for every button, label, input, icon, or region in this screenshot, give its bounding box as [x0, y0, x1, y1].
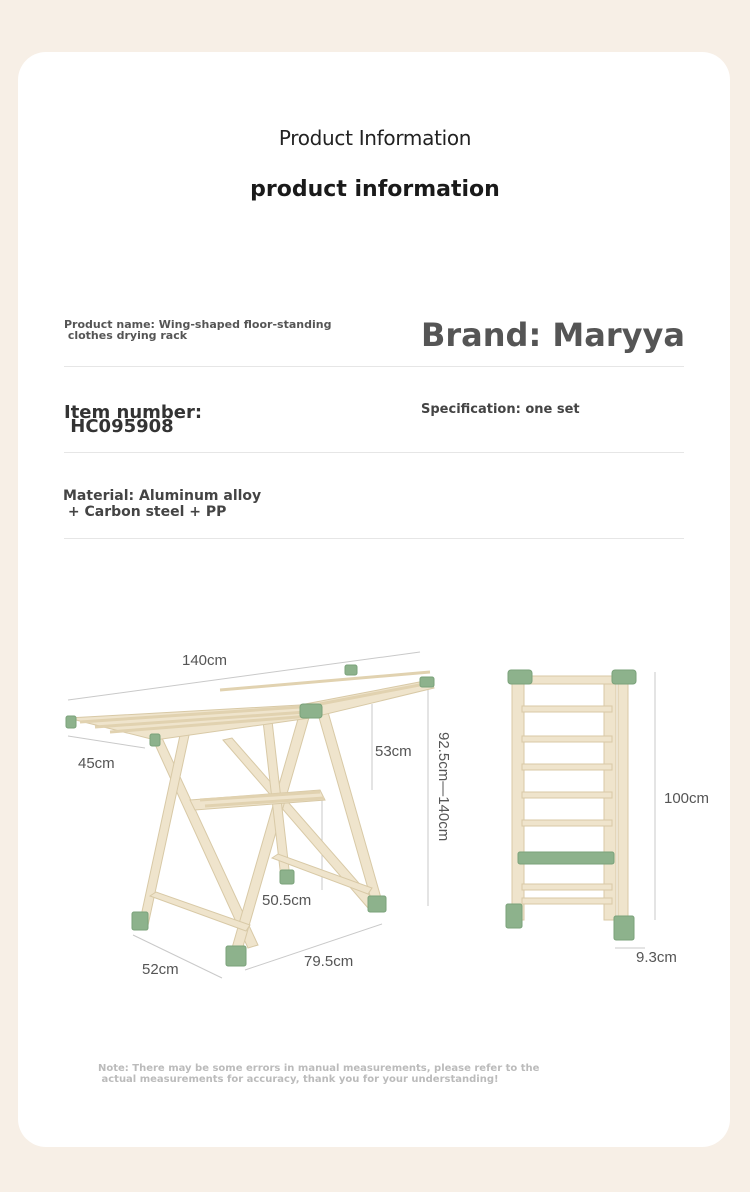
- folded-bar: [522, 736, 612, 742]
- item-number: Item number: HC095908: [64, 402, 203, 437]
- material: Material: Aluminum alloy + Carbon steel + PP: [63, 488, 262, 520]
- dimension-base-width: 79.5cm: [304, 953, 354, 970]
- green-foot: [506, 904, 522, 928]
- green-foot: [614, 916, 634, 940]
- brand: Brand: Maryya: [421, 316, 685, 354]
- folded-bar: [522, 764, 612, 770]
- green-foot: [226, 946, 246, 966]
- dimension-inner-height: 50.5cm: [262, 892, 312, 909]
- green-joint: [612, 670, 636, 684]
- folded-rack: [506, 670, 636, 940]
- dimension-height-range: 92.5cm—140cm: [435, 732, 452, 842]
- folded-bar: [522, 792, 612, 798]
- green-joint: [150, 734, 160, 746]
- dimension-length: 140cm: [182, 652, 228, 669]
- folded-post: [618, 684, 628, 922]
- page-subtitle: product information: [250, 177, 500, 202]
- green-joint: [508, 670, 532, 684]
- green-joint: [420, 677, 434, 687]
- page-title: Product Information: [278, 126, 472, 150]
- open-rack: [66, 665, 434, 966]
- green-foot: [280, 870, 294, 884]
- dimension-width: 45cm: [78, 755, 115, 772]
- green-joint: [66, 716, 76, 728]
- folded-bar: [522, 884, 612, 890]
- width-dimension-line: [68, 736, 145, 748]
- folded-bar: [522, 706, 612, 712]
- green-joint: [300, 704, 322, 718]
- green-foot: [132, 912, 148, 930]
- green-joint: [345, 665, 357, 675]
- green-foot: [368, 896, 386, 912]
- measurement-note: Note: There may be some errors in manual measurements, please refer to the actual measurements for accuracy, thank you for your understanding!: [98, 1063, 540, 1085]
- folded-bar: [522, 898, 612, 904]
- folded-bar: [522, 820, 612, 826]
- dimension-wing: 53cm: [375, 743, 412, 760]
- specification: Specification: one set: [421, 402, 580, 417]
- dimension-folded-depth: 9.3cm: [636, 949, 677, 966]
- green-rail: [518, 852, 614, 864]
- product-name: Product name: Wing-shaped floor-standing clothes drying rack: [64, 318, 332, 342]
- dimension-folded-height: 100cm: [664, 790, 710, 807]
- dimension-base-depth: 52cm: [142, 961, 179, 978]
- folded-bar: [524, 676, 618, 684]
